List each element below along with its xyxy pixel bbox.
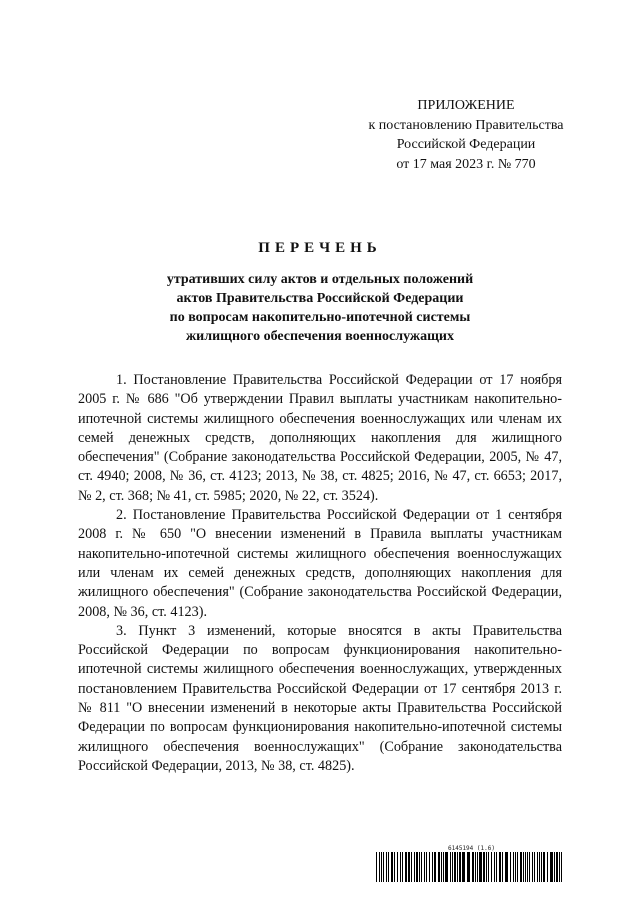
barcode-number: 6145194 (1.6) — [448, 845, 495, 852]
list-item-2: 2. Постановление Правительства Российской Федерации от 1 сентября 2008 г. № 650 "О внесении изменений в Правила выплаты участникам накопительно-ипотечной системы жилищного обеспечения военнослужащих или членам их семей денежных средств, дополняющих накопления для жилищного обеспечения" (Собрание законодательства Российской Федерации, 2008, № 36, ст. 4123). — [78, 507, 562, 620]
subtitle-line-2: актов Правительства Российской Федерации — [176, 291, 464, 306]
appendix-authority: Российской Федерации — [396, 137, 536, 152]
subtitle-line-1: утративших силу актов и отдельных положений — [166, 272, 474, 287]
subtitle-line-3: по вопросам накопительно-ипотечной системы — [169, 310, 471, 325]
document-heading: ПЕРЕЧЕНЬ — [258, 240, 382, 256]
appendix-reference: к постановлению Правительства — [368, 117, 564, 133]
appendix-header — [346, 96, 586, 174]
list-item-1: 1. Постановление Правительства Российской Федерации от 17 ноября 2005 г. № 686 "Об утверждении Правил выплаты участникам накопительно-ипотечной системы жилищного обеспечения военнослужащих или членам их семей денежных средств, дополняющих накопления для жилищного обеспечения" (Собрание законодательства Российской Федерации, 2005, № 47, ст. 4940; 2008, № 36, ст. 4123; 2013, № 38, ст. 4825; 2016, № 47, ст. 6653; 2017, № 2, ст. 368; № 41, ст. 5985; 2020, № 22, ст. 3524). — [78, 372, 562, 504]
list-item-3: 3. Пункт 3 изменений, которые вносятся в акты Правительства Российской Федерации по вопросам функционирования накопительно-ипотечной системы жилищного обеспечения военнослужащих, утвержденных постановлением Правительства Российской Федерации от 17 сентября 2013 г. № 811 "О внесении изменений в некоторые акты Правительства Российской Федерации по вопросам функционирования накопительно-ипотечной системы жилищного обеспечения военнослужащих" (Собрание законодательства Российской Федерации, 2013, № 38, ст. 4825). — [78, 622, 562, 774]
appendix-date-number: от 17 мая 2023 г. № 770 — [396, 156, 536, 172]
document-subtitle — [120, 270, 520, 346]
appendix-title: ПРИЛОЖЕНИЕ — [417, 98, 515, 113]
barcode-image — [376, 852, 564, 882]
document-body — [78, 371, 562, 776]
subtitle-line-4: жилищного обеспечения военнослужащих — [186, 329, 454, 344]
